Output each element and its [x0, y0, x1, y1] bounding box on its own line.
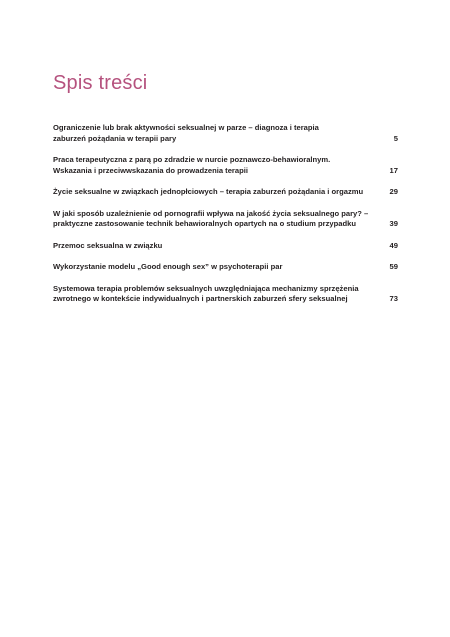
toc-entry	[53, 209, 398, 230]
table-of-contents	[53, 123, 398, 316]
toc-entry-title: Ograniczenie lub brak aktywności seksualnej w parze – diagnoza i terapia zaburzeń pożądania w terapii pary	[53, 123, 319, 143]
toc-entry-title: Systemowa terapia problemów seksualnych uwzględniająca mechanizmy sprzężenia zwrotnego w kontekście indywidualnych i partnerskich zaburzeń sfery seksualnej	[53, 283, 359, 303]
toc-entry	[53, 187, 398, 198]
toc-entry-page-number: 39	[389, 219, 398, 228]
toc-entry	[53, 284, 398, 305]
page-title: Spis treści	[53, 72, 148, 94]
toc-entry	[53, 241, 398, 252]
toc-entry-title: W jaki sposób uzależnienie od pornografii wpływa na jakość życia seksualnego pary? – praktyczne zastosowanie technik behawioralnych opartych na o studium przypadku	[53, 208, 369, 228]
toc-entry-title: Wykorzystanie modelu „Good enough sex” w psychoterapii par	[53, 262, 283, 271]
toc-entry	[53, 123, 398, 144]
toc-entry-page-number: 73	[389, 294, 398, 303]
toc-entry-page-number: 59	[389, 262, 398, 271]
toc-entry	[53, 155, 398, 176]
toc-entry-page-number: 17	[389, 165, 398, 175]
toc-entry-title: Życie seksualne w związkach jednopłciowych – terapia zaburzeń pożądania i orgazmu	[53, 187, 364, 196]
toc-entry-page-number: 29	[389, 187, 398, 196]
toc-entry-page-number: 49	[389, 240, 398, 250]
toc-entry-title: Przemoc seksualna w związku	[53, 240, 163, 250]
toc-entry	[53, 262, 398, 273]
toc-entry-title: Praca terapeutyczna z parą po zdradzie w nurcie poznawczo-behawioralnym. Wskazania i przeciwwskazania do prowadzenia terapii	[53, 155, 331, 175]
toc-entry-page-number: 5	[393, 133, 398, 143]
